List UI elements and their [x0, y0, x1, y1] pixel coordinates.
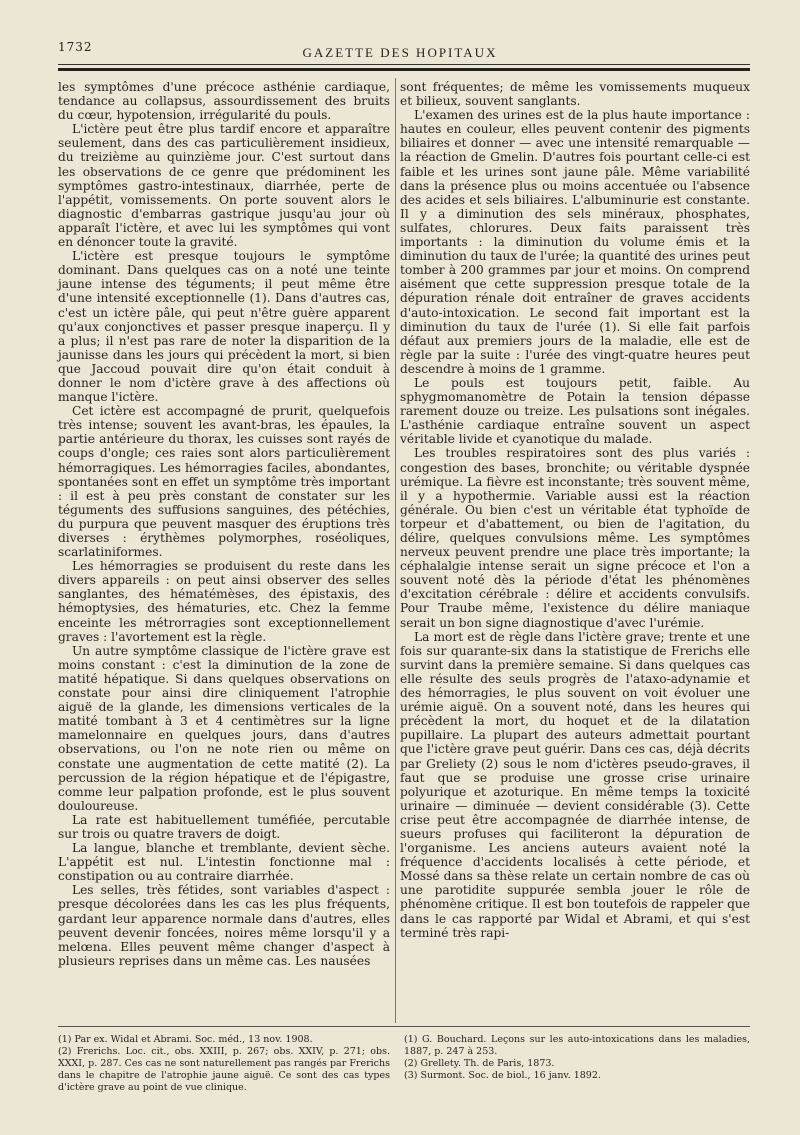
- paragraph: Un autre symptôme classique de l'ictère grave est moins constant : c'est la diminution de la zone de matité hépatique. Si dans quelques observations on constate pour ainsi dire cliniquement l'atrophie aiguë de la glande, les dimensions verticales de la matité tombant à 3 et 4 centimètres sur la ligne mamelonnaire en quelques jours, dans d'autres observations, ou l'on ne note rien ou même on constate une augmentation de cette matité (2). La percussion de la région hépatique et de l'épigastre, comme leur palpation profonde, est le plus souvent douloureuse.: [58, 643, 390, 813]
- footnote-rule: [58, 1026, 750, 1027]
- paragraph: les symptômes d'une précoce asthénie cardiaque, tendance au collapsus, assourdissement des bruits du cœur, hypotension, irrégularité du pouls.: [58, 80, 390, 123]
- paragraph: La mort est de règle dans l'ictère grave; trente et une fois sur quarante-six dans la statistique de Frerichs elle survint dans la première semaine. Si dans quelques cas elle résulte des seuls progrès de l'ataxo-adynamie et des hémorragies, le plus souvent on voit évoluer une urémie aiguë. On a souvent noté, dans les heures qui précèdent la mort, du hoquet et de la dilatation pupillaire. La plupart des auteurs admettait pourtant que l'ictère grave peut guérir. Dans ces cas, déjà décrits par Greliety (2) sous le nom d'ictères pseudo-graves, il faut que se produise une grosse crise urinaire polyurique et azoturique. En même temps la toxicité urinaire — diminuée — devient considérable (3). Cette crise peut être accompagnée de diarrhée intense, de sueurs profuses qui faciliteront la dépuration de l'organisme. Les anciens auteurs avaient noté la fréquence d'accidents localisés à cette période, et Mossé dans sa thèse relate un certain nombre de cas où une parotidite suppurée sembla jouer le rôle de phénomène critique. Il est bon toutefois de rappeler que dans le cas rapporté par Widal et Abrami, et qui s'est terminé très rapi-: [400, 629, 750, 940]
- paragraph: sont fréquentes; de même les vomissements muqueux et bilieux, souvent sanglants.: [400, 80, 750, 109]
- paragraph: Le pouls est toujours petit, faible. Au sphygmomanomètre de Potain la tension dépasse rarement douze ou treize. Les pulsations sont inégales. L'asthénie cardiaque entraîne souvent un aspect véritable livide et cyanotique du malade.: [400, 375, 750, 447]
- paragraph: L'examen des urines est de la plus haute importance : hautes en couleur, elles peuvent contenir des pigments biliaires et donner — avec une intensité remarquable — la réaction de Gmelin. D'autres fois pourtant celle-ci est faible et les urines sont jaune pâle. Même variabilité dans la présence plus ou moins accentuée ou l'absence des acides et sels biliaires. L'albuminurie est constante. Il y a diminution des sels minéraux, phosphates, sulfates, chlorures. Deux faits paraissent très importants : la diminution du volume émis et la diminution du taux de l'urée; la quantité des urines peut tomber à 200 grammes par jour et moins. On comprend aisément que cette suppression presque totale de la dépuration rénale doit entraîner de graves accidents d'auto-intoxication. Le second fait important est la diminution du taux de l'urée (1). Si elle fait parfois défaut aux premiers jours de la maladie, elle est de règle par la suite : l'urée des vingt-quatre heures peut descendre à moins de 1 gramme.: [400, 108, 750, 376]
- left-column: [58, 80, 390, 1020]
- footnotes-right: [404, 1034, 750, 1082]
- paragraph: Les hémorragies se produisent du reste dans les divers appareils : on peut ainsi observer des selles sanglantes, des hématémèses, des épistaxis, des hémoptysies, des hématuries, etc. Chez la femme enceinte les métrorragies sont exceptionnellement graves : l'avortement est la règle.: [58, 559, 390, 644]
- footnotes-left: [58, 1034, 390, 1094]
- header-rule-thick: [58, 68, 750, 71]
- running-title: GAZETTE DES HOPITAUX: [302, 45, 498, 60]
- footnote: (1) Par ex. Widal et Abrami. Soc. méd., 13 nov. 1908.: [58, 1034, 313, 1045]
- paragraph: La langue, blanche et tremblante, devient sèche. L'appétit est nul. L'intestin fonctionne mal : constipation ou au contraire diarrhée.: [58, 841, 390, 884]
- footnote: (3) Surmont. Soc. de biol., 16 janv. 1892.: [404, 1070, 601, 1081]
- paragraph: Les selles, très fétides, sont variables d'aspect : presque décolorées dans les cas les plus fréquents, gardant leur apparence normale dans d'autres, elles peuvent devenir foncées, noires même lorsqu'il y a melœna. Elles peuvent même changer d'aspect à plusieurs reprises dans un même cas. Les nausées: [58, 883, 390, 968]
- footnote: (2) Grellety. Th. de Paris, 1873.: [404, 1058, 555, 1069]
- column-divider: [395, 78, 396, 1023]
- paragraph: L'ictère peut être plus tardif encore et apparaître seulement, dans des cas particulièrement insidieux, du treizième au quinzième jour. C'est surtout dans les observations de ce genre que prédominent les symptômes gastro-intestinaux, diarrhée, perte de l'appétit, vomissements. On porte souvent alors le diagnostic d'embarras gastrique jusqu'au jour où apparaît l'ictère, et avec lui les symptômes qui vont en dénoncer toute la gravité.: [58, 122, 390, 250]
- paragraph: Cet ictère est accompagné de prurit, quelquefois très intense; souvent les avant-bras, les épaules, la partie antérieure du thorax, les cuisses sont rayés de coups d'ongle; ces raies sont alors particulièrement hémorragiques. Les hémorragies faciles, abondantes, spontanées sont en effet un symptôme très important : il est à peu près constant de constater sur les téguments des suffusions sanguines, des pétéchies, du purpura que peuvent masquer des éruptions très diverses : érythèmes polymorphes, roséoliques, scarlatiniformes.: [58, 404, 390, 560]
- footnote: (1) G. Bouchard. Leçons sur les auto-intoxications dans les maladies, 1887, p. 247 à 253.: [404, 1034, 750, 1057]
- paragraph: L'ictère est presque toujours le symptôme dominant. Dans quelques cas on a noté une teinte jaune intense des téguments; il peut même être d'une intensité exceptionnelle (1). Dans d'autres cas, c'est un ictère pâle, qui peut n'être guère apparent qu'aux conjonctives et passer presque inaperçu. Il y a plus; il n'est pas rare de noter la disparition de la jaunisse dans les jours qui précèdent la mort, si bien que Jaccoud pouvait dire qu'on était conduit à donner le nom d'ictère grave à des affections où manque l'ictère.: [58, 249, 390, 405]
- right-column: [400, 80, 750, 1020]
- header-rule-thin: [58, 64, 750, 65]
- paragraph: Les troubles respiratoires sont des plus variés : congestion des bases, bronchite; ou véritable dyspnée urémique. La fièvre est inconstante; très souvent même, il y a hypothermie. Variable aussi est la réaction générale. Ou bien c'est un véritable état typhoïde de torpeur et d'abattement, ou bien de l'agitation, du délire, quelques convulsions même. Les symptômes nerveux peuvent prendre une place très importante; la céphalalgie intense serait un signe précoce et l'on a souvent noté dès la période d'état les phénomènes d'excitation cérébrale : délire et accidents convulsifs. Pour Traube même, l'existence du délire maniaque serait un bon signe diagnostique d'avec l'urémie.: [400, 446, 750, 630]
- page-number: 1732: [58, 40, 93, 54]
- footnote: (2) Frerichs. Loc. cit., obs. XXIII, p. 267; obs. XXIV, p. 271; obs. XXXI, p. 287. Ces cas ne sont naturellement pas rangés par Frerichs dans le chapitre de l'atrophie jaune aiguë. Ce sont des cas types d'ictère grave au point de vue clinique.: [58, 1046, 390, 1093]
- paragraph: La rate est habituellement tuméfiée, percutable sur trois ou quatre travers de doigt.: [58, 812, 390, 841]
